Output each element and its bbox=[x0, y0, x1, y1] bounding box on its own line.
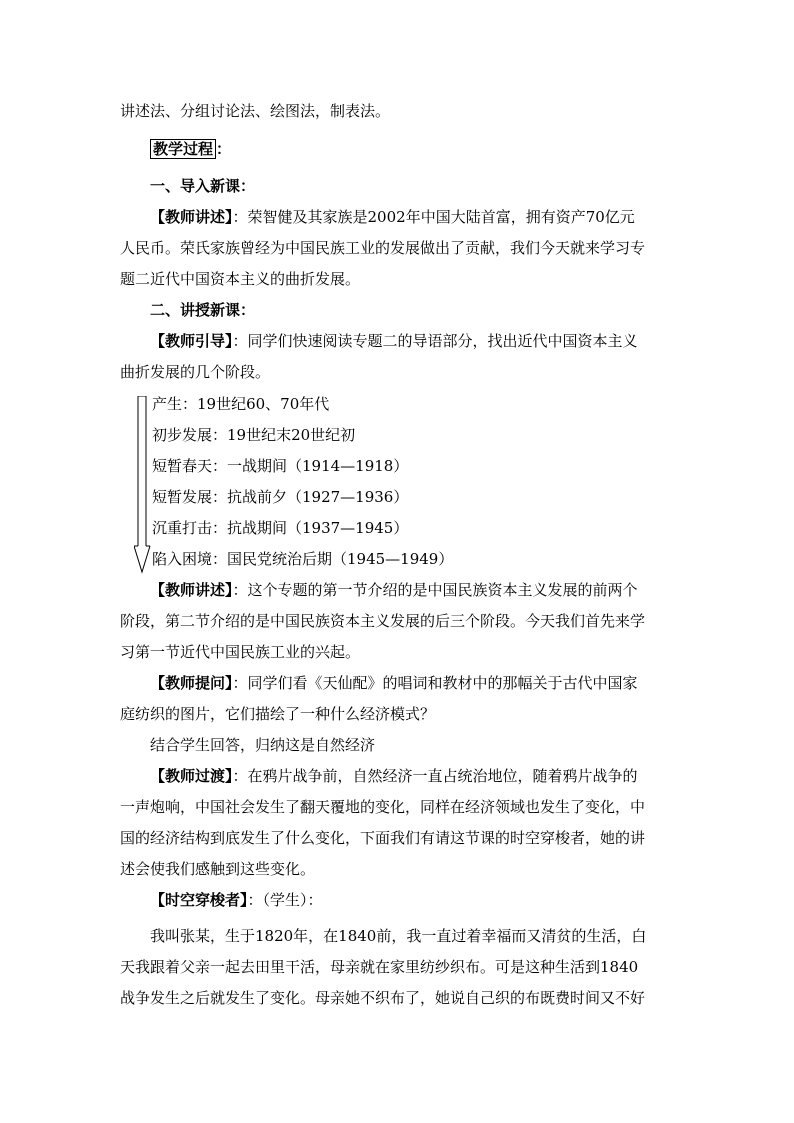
story-line-3: 战争发生之后就发生了变化。母亲她不织布了，她说自己织的布既费时间又不好 bbox=[120, 989, 646, 1007]
teacher-guide-text: ：同学们快速阅读专题二的导语部分，找出近代中国资本主义 bbox=[232, 332, 638, 350]
teacher-lecture-1-tag: 【教师讲述】 bbox=[150, 208, 233, 226]
stage-item: 沉重打击：抗战期间（1937—1945） bbox=[152, 519, 409, 537]
process-heading-boxed: 教学过程 bbox=[150, 139, 216, 159]
stage-item: 初步发展：19世纪末20世纪初 bbox=[152, 426, 356, 444]
stage-item: 产生：19世纪60、70年代 bbox=[152, 395, 330, 413]
teacher-question-text: ：同学们看《天仙配》的唱词和教材中的那幅关于古代中国家 bbox=[232, 674, 638, 692]
teacher-lecture-2-tag: 【教师讲述】 bbox=[150, 581, 233, 599]
section-1-heading: 一、导入新课： bbox=[150, 177, 256, 195]
teacher-guide-line-2: 曲折发展的几个阶段。 bbox=[120, 363, 271, 381]
teacher-guide-line-1 bbox=[150, 331, 638, 351]
teacher-lecture-2-line-3: 习第一节近代中国民族工业的兴起。 bbox=[120, 643, 361, 661]
teacher-question-tag: 【教师提问】 bbox=[150, 674, 233, 692]
time-traveler-rest: ：（学生）： bbox=[247, 891, 323, 909]
stage-item: 短暂发展：抗战前夕（1927—1936） bbox=[152, 488, 409, 506]
teacher-transition-tag: 【教师过渡】 bbox=[150, 767, 233, 785]
teacher-transition-line-3: 国的经济结构到底发生了什么变化，下面我们有请这节课的时空穿梭者，她的讲 bbox=[120, 829, 646, 847]
process-heading bbox=[150, 139, 231, 159]
summary-line: 结合学生回答，归纳这是自然经济 bbox=[150, 736, 376, 754]
teacher-lecture-2-line-1 bbox=[150, 580, 638, 600]
teacher-transition-line-4: 述会使我们感触到这些变化。 bbox=[120, 860, 316, 878]
teacher-lecture-2-line-2: 阶段，第二节介绍的是中国民族资本主义发展的后三个阶段。今天我们首先来学 bbox=[120, 612, 646, 630]
teacher-lecture-2-text: ：这个专题的第一节介绍的是中国民族资本主义发展的前两个 bbox=[232, 581, 638, 599]
section-2-heading: 二、讲授新课： bbox=[150, 301, 256, 319]
stage-item: 陷入困境：国民党统治后期（1945—1949） bbox=[152, 550, 454, 568]
time-traveler-line bbox=[150, 890, 323, 910]
time-traveler-tag: 【时空穿梭者】 bbox=[150, 891, 248, 909]
teacher-transition-text: ：在鸦片战争前，自然经济一直占统治地位，随着鸦片战争的 bbox=[232, 767, 638, 785]
story-line-2: 天我跟着父亲一起去田里干活，母亲就在家里纺纱织布。可是这种生活到1840 bbox=[120, 958, 639, 976]
teacher-transition-line-1 bbox=[150, 766, 638, 786]
teacher-lecture-1-line-3: 题二近代中国资本主义的曲折发展。 bbox=[120, 270, 361, 288]
teacher-question-line-1 bbox=[150, 673, 638, 693]
stage-item: 短暂春天：一战期间（1914—1918） bbox=[152, 457, 409, 475]
process-heading-colon: ： bbox=[216, 140, 232, 158]
teaching-methods-line: 讲述法、分组讨论法、绘图法，制表法。 bbox=[120, 102, 391, 120]
teacher-lecture-1-line-2: 人民币。荣氏家族曾经为中国民族工业的发展做出了贡献，我们今天就来学习专 bbox=[120, 239, 646, 257]
teacher-lecture-1-text: ：荣智健及其家族是2002年中国大陆首富，拥有资产70亿元 bbox=[232, 208, 635, 226]
teacher-transition-line-2: 一声炮响，中国社会发生了翻天覆地的变化，同样在经济领域也发生了变化，中 bbox=[120, 798, 646, 816]
teacher-lecture-1-line-1 bbox=[150, 207, 635, 227]
timeline-arrow-icon bbox=[134, 396, 154, 574]
story-line-1: 我叫张某，生于1820年，在1840前，我一直过着幸福而又清贫的生活，白 bbox=[150, 927, 647, 945]
teacher-question-line-2: 庭纺织的图片，它们描绘了一种什么经济模式？ bbox=[120, 705, 436, 723]
teacher-guide-tag: 【教师引导】 bbox=[150, 332, 233, 350]
